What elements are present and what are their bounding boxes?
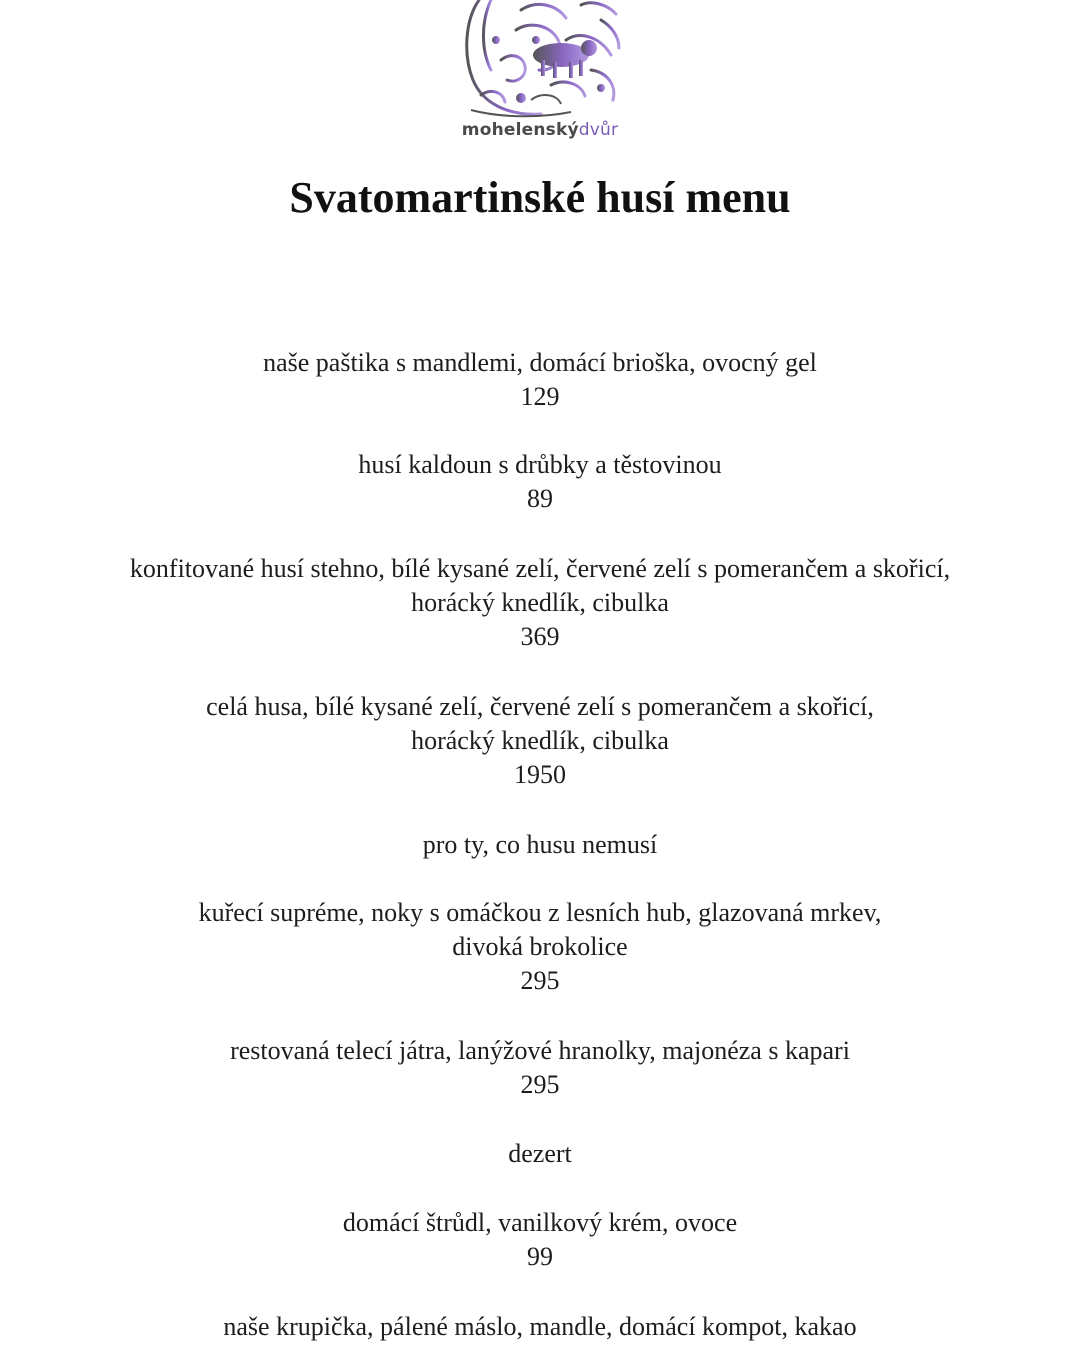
menu-item-4-description-line1: celá husa, bílé kysané zelí, červené zelí s pomerančem a skořicí, [206,692,874,721]
menu-item-7-description: domácí štrůdl, vanilkový krém, ovoce [342,1208,738,1237]
section-heading-dessert: dezert [508,1139,572,1168]
menu-item-7-price: 99 [527,1242,553,1271]
menu-item-3-price: 369 [520,622,560,651]
menu-item-8-description: naše krupička, pálené máslo, mandle, domácí kompot, kakao [223,1312,857,1341]
page-title: Svatomartinské husí menu [289,173,791,222]
menu-item-6-description: restovaná telecí játra, lanýžové hranolky, majonéza s kapari [230,1036,850,1065]
menu-item-1-description: naše paštika s mandlemi, domácí brioška, ovocný gel [263,348,817,377]
section-heading-alternatives: pro ty, co husu nemusí [422,830,658,859]
brand-logo [455,0,625,145]
menu-item-4-description-line2: horácký knedlík, cibulka [411,726,669,755]
menu-item-4-price: 1950 [514,760,566,789]
menu-item-1-price: 129 [520,382,560,411]
menu-item-5-description-line1: kuřecí supréme, noky s omáčkou z lesních hub, glazovaná mrkev, [198,898,882,927]
menu-item-5-description-line2: divoká brokolice [452,932,628,961]
brand-wordmark-part1: mohelenský [461,120,579,140]
brand-wordmark-part2: dvůr [578,120,619,140]
heraldic-emblem-icon [461,0,621,118]
menu-item-3-description-line1: konfitované husí stehno, bílé kysané zelí, červené zelí s pomerančem a skořicí, [129,554,951,583]
menu-item-2-price: 89 [527,484,553,513]
brand-wordmark [455,120,625,140]
menu-item-3-description-line2: horácký knedlík, cibulka [411,588,669,617]
menu-item-5-price: 295 [520,966,560,995]
menu-item-2-description: husí kaldoun s drůbky a těstovinou [358,450,722,479]
menu-item-6-price: 295 [520,1070,560,1099]
